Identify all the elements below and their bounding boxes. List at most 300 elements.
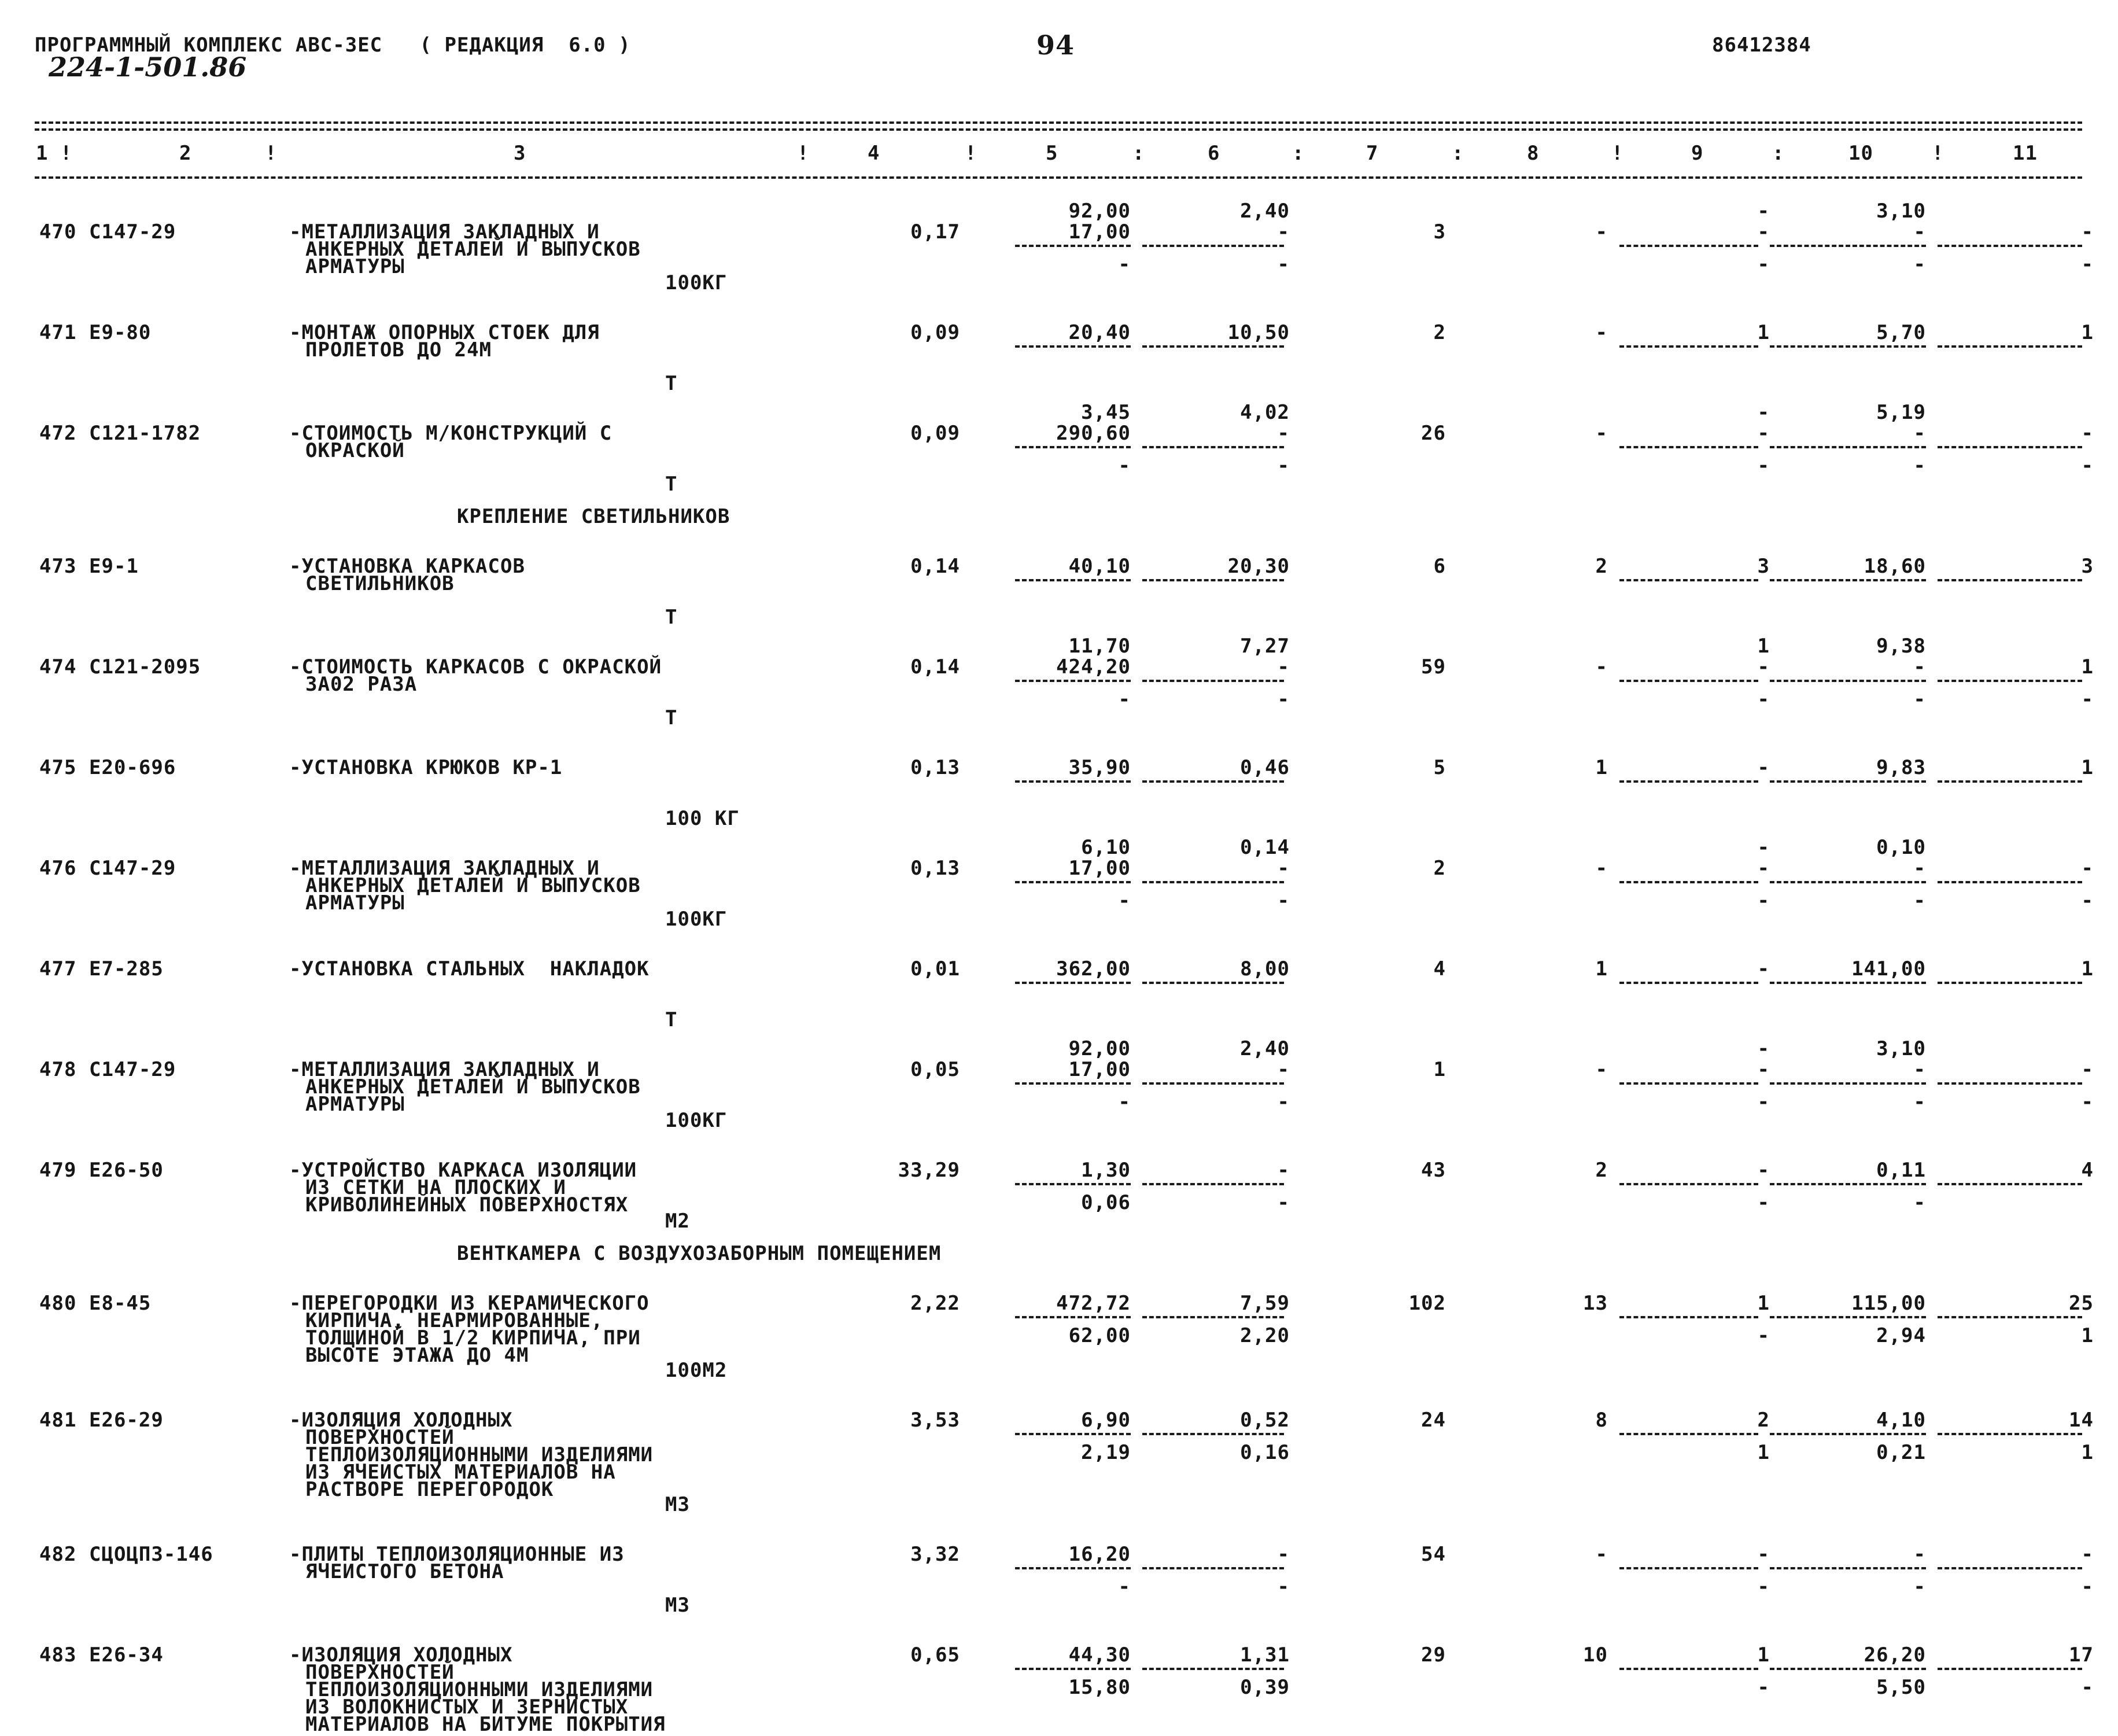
cell-separator xyxy=(1619,1668,1758,1670)
work-description: МАТЕРИАЛОВ НА БИТУМЕ ПОКРЫТИЯ xyxy=(305,1713,666,1736)
unit-of-measure: 100КГ xyxy=(665,908,728,931)
rate-code: С147-29 xyxy=(89,1058,176,1081)
col9-upper-value: - xyxy=(1757,1037,1770,1060)
col5-main-value: 20,40 xyxy=(1068,321,1131,344)
col7-value: 3 xyxy=(1433,220,1446,244)
work-description: СВЕТИЛЬНИКОВ xyxy=(305,572,455,595)
col10-lower-value: 0,21 xyxy=(1876,1441,1926,1464)
unit-of-measure: М2 xyxy=(665,1210,690,1233)
unit-of-measure: Т xyxy=(665,372,678,395)
cell-separator xyxy=(1938,1433,2082,1435)
cell-separator xyxy=(1015,1183,1131,1185)
quantity-value: 2,22 xyxy=(910,1292,960,1315)
unit-of-measure: 100КГ xyxy=(665,271,728,294)
col10-upper-value: 3,10 xyxy=(1876,1037,1926,1060)
quantity-value: 0,13 xyxy=(910,756,960,779)
work-description: АРМАТУРЫ xyxy=(305,255,405,278)
quantity-value: 0,01 xyxy=(910,957,960,981)
col9-main-value: - xyxy=(1757,1058,1770,1081)
col7-value: 29 xyxy=(1421,1643,1446,1667)
document-id: 86412384 xyxy=(1712,34,1811,57)
work-description: ПОВЕРХНОСТЕЙ xyxy=(305,1426,455,1449)
col7-value: 4 xyxy=(1433,957,1446,981)
rate-code: Е7-285 xyxy=(89,957,164,981)
row-number: 473 xyxy=(39,555,77,578)
col11-main-value: - xyxy=(2081,1058,2094,1081)
cell-separator xyxy=(1142,1433,1284,1435)
work-description: ВЫСОТЕ ЭТАЖА ДО 4М xyxy=(305,1344,529,1367)
work-description: АНКЕРНЫХ ДЕТАЛЕЙ И ВЫПУСКОВ xyxy=(305,874,641,897)
cell-separator xyxy=(1619,1567,1758,1569)
unit-of-measure: 100 КГ xyxy=(665,807,740,830)
work-description: -МЕТАЛЛИЗАЦИЯ ЗАКЛАДНЫХ И xyxy=(289,857,600,880)
col10-lower-value: - xyxy=(1913,253,1926,276)
col8-value: 8 xyxy=(1595,1409,1608,1432)
col5-main-value: 35,90 xyxy=(1068,756,1131,779)
col9-upper-value: 1 xyxy=(1757,635,1770,658)
work-description: -УСТРОЙСТВО КАРКАСА ИЗОЛЯЦИИ xyxy=(289,1159,637,1182)
column-header-6: 6 xyxy=(1208,142,1220,165)
col9-main-value: 2 xyxy=(1757,1409,1770,1432)
quantity-value: 0,13 xyxy=(910,857,960,880)
col8-value: - xyxy=(1595,1058,1608,1081)
row-number: 476 xyxy=(39,857,77,880)
col9-main-value: 1 xyxy=(1757,321,1770,344)
col11-main-value: 1 xyxy=(2081,957,2094,981)
cell-separator xyxy=(1619,345,1758,348)
work-description: -УСТАНОВКА КРЮКОВ КР-1 xyxy=(289,756,563,779)
col7-value: 102 xyxy=(1408,1292,1446,1315)
work-description: АРМАТУРЫ xyxy=(305,891,405,915)
col7-value: 5 xyxy=(1433,756,1446,779)
col9-lower-value: - xyxy=(1757,1324,1770,1347)
work-description: -СТОИМОСТЬ М/КОНСТРУКЦИЙ С xyxy=(289,422,612,445)
cell-separator xyxy=(1015,1433,1131,1435)
col11-lower-value: - xyxy=(2081,454,2094,477)
col10-main-value: - xyxy=(1913,1543,1926,1566)
work-description: -МОНТАЖ ОПОРНЫХ СТОЕК ДЛЯ xyxy=(289,321,600,344)
col11-lower-value: - xyxy=(2081,1676,2094,1699)
col10-main-value: - xyxy=(1913,857,1926,880)
cell-separator xyxy=(1619,1183,1758,1185)
cell-separator xyxy=(1938,446,2082,448)
work-description: ТЕПЛОИЗОЛЯЦИОННЫМИ ИЗДЕЛИЯМИ xyxy=(305,1443,654,1466)
cell-separator xyxy=(1938,245,2082,247)
quantity-value: 0,14 xyxy=(910,555,960,578)
col5-upper-value: 3,45 xyxy=(1081,401,1131,424)
col7-value: 59 xyxy=(1421,655,1446,679)
document-code: 224-1-501.86 xyxy=(49,51,247,83)
cell-separator xyxy=(1770,579,1926,581)
col11-lower-value: - xyxy=(2081,1575,2094,1598)
col5-main-value: 6,90 xyxy=(1081,1409,1131,1432)
work-description: -МЕТАЛЛИЗАЦИЯ ЗАКЛАДНЫХ И xyxy=(289,1058,600,1081)
unit-of-measure: Т xyxy=(665,706,678,729)
col9-main-value: - xyxy=(1757,756,1770,779)
rate-code: С147-29 xyxy=(89,220,176,244)
col9-lower-value: - xyxy=(1757,1575,1770,1598)
section-title: ВЕНТКАМЕРА С ВОЗДУХОЗАБОРНЫМ ПОМЕЩЕНИЕМ xyxy=(457,1242,942,1265)
col11-main-value: 1 xyxy=(2081,655,2094,679)
rate-code: Е9-80 xyxy=(89,321,152,344)
col9-lower-value: 1 xyxy=(1757,1441,1770,1464)
rate-code: Е26-34 xyxy=(89,1643,164,1667)
rate-code: СЦОЦП3-146 xyxy=(89,1543,213,1566)
quantity-value: 0,09 xyxy=(910,321,960,344)
cell-separator xyxy=(1770,780,1926,783)
cell-separator xyxy=(1938,1567,2082,1569)
col11-main-value: - xyxy=(2081,857,2094,880)
col8-value: 1 xyxy=(1595,756,1608,779)
col5-upper-value: 6,10 xyxy=(1081,836,1131,859)
col11-lower-value: 1 xyxy=(2081,1324,2094,1347)
col9-main-value: 1 xyxy=(1757,1643,1770,1667)
cell-separator xyxy=(1938,982,2082,984)
work-description: -СТОИМОСТЬ КАРКАСОВ С ОКРАСКОЙ xyxy=(289,655,662,679)
work-description: КИРПИЧА, НЕАРМИРОВАННЫЕ, xyxy=(305,1309,604,1332)
cell-separator xyxy=(1770,1316,1926,1318)
cell-separator xyxy=(1142,345,1284,348)
unit-of-measure: М3 xyxy=(665,1594,690,1617)
cell-separator xyxy=(1770,881,1926,883)
col6-main-value: 10,50 xyxy=(1227,321,1290,344)
cell-separator xyxy=(1015,1082,1131,1085)
column-divider: ! xyxy=(265,142,278,165)
cell-separator xyxy=(1142,446,1284,448)
col10-lower-value: - xyxy=(1913,454,1926,477)
cell-separator xyxy=(1938,1082,2082,1085)
col5-main-value: 17,00 xyxy=(1068,857,1131,880)
cell-separator xyxy=(1142,1316,1284,1318)
column-header-7: 7 xyxy=(1366,142,1379,165)
cell-separator xyxy=(1015,1668,1131,1670)
cell-separator xyxy=(1142,881,1284,883)
col9-main-value: - xyxy=(1757,655,1770,679)
cell-separator xyxy=(1142,245,1284,247)
col9-upper-value: - xyxy=(1757,836,1770,859)
row-number: 480 xyxy=(39,1292,77,1315)
col6-lower-value: 0,16 xyxy=(1240,1441,1290,1464)
col10-main-value: 9,83 xyxy=(1876,756,1926,779)
cell-separator xyxy=(1619,982,1758,984)
quantity-value: 0,09 xyxy=(910,422,960,445)
row-number: 472 xyxy=(39,422,77,445)
row-number: 477 xyxy=(39,957,77,981)
col7-value: 2 xyxy=(1433,321,1446,344)
col7-value: 26 xyxy=(1421,422,1446,445)
col8-value: - xyxy=(1595,1543,1608,1566)
col6-upper-value: 2,40 xyxy=(1240,1037,1290,1060)
col10-lower-value: 5,50 xyxy=(1876,1676,1926,1699)
cell-separator xyxy=(1142,1567,1284,1569)
col9-upper-value: - xyxy=(1757,200,1770,223)
col5-upper-value: 92,00 xyxy=(1068,1037,1131,1060)
row-number: 478 xyxy=(39,1058,77,1081)
col6-main-value: - xyxy=(1277,422,1290,445)
column-header-5: 5 xyxy=(1046,142,1058,165)
col5-main-value: 362,00 xyxy=(1056,957,1131,981)
col6-main-value: - xyxy=(1277,857,1290,880)
col10-main-value: 26,20 xyxy=(1864,1643,1926,1667)
col6-lower-value: - xyxy=(1277,454,1290,477)
col6-main-value: 8,00 xyxy=(1240,957,1290,981)
column-divider: : xyxy=(1292,142,1305,165)
work-description: ИЗ СЕТКИ НА ПЛОСКИХ И xyxy=(305,1176,566,1199)
col7-value: 54 xyxy=(1421,1543,1446,1566)
col9-lower-value: - xyxy=(1757,454,1770,477)
rate-code: Е8-45 xyxy=(89,1292,152,1315)
cell-separator xyxy=(1015,881,1131,883)
unit-of-measure: Т xyxy=(665,473,678,496)
col5-main-value: 472,72 xyxy=(1056,1292,1131,1315)
cell-separator xyxy=(1015,780,1131,783)
row-number: 482 xyxy=(39,1543,77,1566)
col10-main-value: - xyxy=(1913,655,1926,679)
column-header-3: 3 xyxy=(514,142,526,165)
col5-lower-value: - xyxy=(1118,889,1131,912)
col11-main-value: - xyxy=(2081,1543,2094,1566)
cell-separator xyxy=(1015,579,1131,581)
col11-main-value: - xyxy=(2081,422,2094,445)
column-header-4: 4 xyxy=(868,142,880,165)
col6-lower-value: 2,20 xyxy=(1240,1324,1290,1347)
program-header: ПРОГРАММНЫЙ КОМПЛЕКС АВС-3ЕС ( РЕДАКЦИЯ 6.0 ) xyxy=(35,34,631,57)
col6-upper-value: 4,02 xyxy=(1240,401,1290,424)
cell-separator xyxy=(1770,1183,1926,1185)
unit-of-measure: 100КГ xyxy=(665,1109,728,1132)
col6-main-value: 0,46 xyxy=(1240,756,1290,779)
col7-value: 1 xyxy=(1433,1058,1446,1081)
cell-separator xyxy=(1619,446,1758,448)
column-divider: : xyxy=(1772,142,1785,165)
col10-lower-value: - xyxy=(1913,1090,1926,1114)
work-description: ИЗ ВОЛОКНИСТЫХ И ЗЕРНИСТЫХ xyxy=(305,1696,629,1719)
work-description: ТЕПЛОИЗОЛЯЦИОННЫМИ ИЗДЕЛИЯМИ xyxy=(305,1678,654,1701)
cell-separator xyxy=(1619,680,1758,682)
quantity-value: 0,17 xyxy=(910,220,960,244)
cell-separator xyxy=(1938,1316,2082,1318)
work-description: РАСТВОРЕ ПЕРЕГОРОДОК xyxy=(305,1478,554,1501)
cell-separator xyxy=(1142,1082,1284,1085)
row-number: 470 xyxy=(39,220,77,244)
row-number: 471 xyxy=(39,321,77,344)
work-description: -МЕТАЛЛИЗАЦИЯ ЗАКЛАДНЫХ И xyxy=(289,220,600,244)
rate-code: Е26-50 xyxy=(89,1159,164,1182)
col5-main-value: 17,00 xyxy=(1068,220,1131,244)
col6-lower-value: - xyxy=(1277,688,1290,711)
col5-lower-value: - xyxy=(1118,688,1131,711)
quantity-value: 33,29 xyxy=(898,1159,960,1182)
cell-separator xyxy=(1938,1183,2082,1185)
cell-separator xyxy=(1770,680,1926,682)
col10-upper-value: 9,38 xyxy=(1876,635,1926,658)
cell-separator xyxy=(1770,245,1926,247)
cell-separator xyxy=(1015,446,1131,448)
col9-main-value: - xyxy=(1757,857,1770,880)
col9-lower-value: - xyxy=(1757,1090,1770,1114)
work-description: -ИЗОЛЯЦИЯ ХОЛОДНЫХ xyxy=(289,1409,513,1432)
cell-separator xyxy=(1938,680,2082,682)
col5-main-value: 1,30 xyxy=(1081,1159,1131,1182)
col11-lower-value: 1 xyxy=(2081,1441,2094,1464)
quantity-value: 3,53 xyxy=(910,1409,960,1432)
cell-separator xyxy=(1015,1567,1131,1569)
col10-lower-value: 2,94 xyxy=(1876,1324,1926,1347)
cell-separator xyxy=(1770,345,1926,348)
col9-main-value: 3 xyxy=(1757,555,1770,578)
work-description: -УСТАНОВКА СТАЛЬНЫХ НАКЛАДОК xyxy=(289,957,650,981)
cell-separator xyxy=(1142,1183,1284,1185)
page-number: 94 xyxy=(1036,30,1075,61)
cell-separator xyxy=(1938,780,2082,783)
col6-main-value: 20,30 xyxy=(1227,555,1290,578)
cell-separator xyxy=(1619,780,1758,783)
col5-main-value: 40,10 xyxy=(1068,555,1131,578)
col10-main-value: - xyxy=(1913,1058,1926,1081)
table-top-rule-2 xyxy=(35,128,2082,131)
cell-separator xyxy=(1619,881,1758,883)
cell-separator xyxy=(1142,680,1284,682)
col5-lower-value: - xyxy=(1118,1090,1131,1114)
col7-value: 2 xyxy=(1433,857,1446,880)
col8-value: - xyxy=(1595,321,1608,344)
col8-value: - xyxy=(1595,422,1608,445)
column-header-1: 1 xyxy=(36,142,49,165)
col9-main-value: - xyxy=(1757,1159,1770,1182)
col6-main-value: - xyxy=(1277,1058,1290,1081)
col8-value: 2 xyxy=(1595,555,1608,578)
col7-value: 6 xyxy=(1433,555,1446,578)
quantity-value: 3,32 xyxy=(910,1543,960,1566)
cell-separator xyxy=(1142,1668,1284,1670)
work-description: -ПЛИТЫ ТЕПЛОИЗОЛЯЦИОННЫЕ ИЗ xyxy=(289,1543,625,1566)
work-description: ЯЧЕИСТОГО БЕТОНА xyxy=(305,1560,504,1583)
col11-lower-value: - xyxy=(2081,688,2094,711)
cell-separator xyxy=(1938,881,2082,883)
row-number: 481 xyxy=(39,1409,77,1432)
col11-lower-value: - xyxy=(2081,1090,2094,1114)
col5-upper-value: 92,00 xyxy=(1068,200,1131,223)
column-header-11: 11 xyxy=(2013,142,2038,165)
work-description: -ПЕРЕГОРОДКИ ИЗ КЕРАМИЧЕСКОГО xyxy=(289,1292,650,1315)
col9-main-value: 1 xyxy=(1757,1292,1770,1315)
col10-main-value: 4,10 xyxy=(1876,1409,1926,1432)
col5-lower-value: 0,06 xyxy=(1081,1191,1131,1214)
cell-separator xyxy=(1770,1082,1926,1085)
col11-main-value: 4 xyxy=(2081,1159,2094,1182)
work-description: ЗА02 РАЗА xyxy=(305,673,418,696)
col8-value: 10 xyxy=(1583,1643,1608,1667)
col7-value: 43 xyxy=(1421,1159,1446,1182)
work-description: ОКРАСКОЙ xyxy=(305,439,405,462)
column-divider: ! xyxy=(1611,142,1624,165)
col11-main-value: - xyxy=(2081,220,2094,244)
cell-separator xyxy=(1619,245,1758,247)
col6-main-value: - xyxy=(1277,655,1290,679)
cell-separator xyxy=(1619,579,1758,581)
quantity-value: 0,05 xyxy=(910,1058,960,1081)
col6-lower-value: - xyxy=(1277,1191,1290,1214)
column-divider: : xyxy=(1452,142,1464,165)
col11-main-value: 1 xyxy=(2081,321,2094,344)
col10-main-value: - xyxy=(1913,422,1926,445)
col5-lower-value: - xyxy=(1118,454,1131,477)
cell-separator xyxy=(1142,780,1284,783)
col10-main-value: - xyxy=(1913,220,1926,244)
col6-lower-value: - xyxy=(1277,889,1290,912)
column-divider: ! xyxy=(797,142,810,165)
cell-separator xyxy=(1015,245,1131,247)
col6-lower-value: - xyxy=(1277,253,1290,276)
col5-lower-value: - xyxy=(1118,1575,1131,1598)
cell-separator xyxy=(1770,1567,1926,1569)
col5-main-value: 17,00 xyxy=(1068,1058,1131,1081)
cell-separator xyxy=(1770,446,1926,448)
col6-upper-value: 7,27 xyxy=(1240,635,1290,658)
col10-main-value: 0,11 xyxy=(1876,1159,1926,1182)
col5-main-value: 290,60 xyxy=(1056,422,1131,445)
col6-upper-value: 0,14 xyxy=(1240,836,1290,859)
col10-lower-value: - xyxy=(1913,889,1926,912)
col5-main-value: 16,20 xyxy=(1068,1543,1131,1566)
col8-value: - xyxy=(1595,857,1608,880)
col5-upper-value: 11,70 xyxy=(1068,635,1131,658)
rate-code: С121-1782 xyxy=(89,422,201,445)
cell-separator xyxy=(1015,1316,1131,1318)
quantity-value: 0,14 xyxy=(910,655,960,679)
cell-separator xyxy=(1938,579,2082,581)
col9-lower-value: - xyxy=(1757,1676,1770,1699)
work-description: ИЗ ЯЧЕИСТЫХ МАТЕРИАЛОВ НА xyxy=(305,1461,616,1484)
col9-main-value: - xyxy=(1757,220,1770,244)
col11-main-value: 1 xyxy=(2081,756,2094,779)
unit-of-measure: Т xyxy=(665,1008,678,1031)
col10-main-value: 5,70 xyxy=(1876,321,1926,344)
column-header-9: 9 xyxy=(1691,142,1704,165)
col5-lower-value: - xyxy=(1118,253,1131,276)
col5-lower-value: 15,80 xyxy=(1068,1676,1131,1699)
col5-lower-value: 2,19 xyxy=(1081,1441,1131,1464)
row-number: 475 xyxy=(39,756,77,779)
column-divider: ! xyxy=(1932,142,1944,165)
col8-value: - xyxy=(1595,220,1608,244)
column-divider: ! xyxy=(60,142,73,165)
cell-separator xyxy=(1770,982,1926,984)
column-header-10: 10 xyxy=(1848,142,1873,165)
col7-value: 24 xyxy=(1421,1409,1446,1432)
work-description: ПРОЛЕТОВ ДО 24М xyxy=(305,338,492,362)
col10-lower-value: - xyxy=(1913,1191,1926,1214)
col9-lower-value: - xyxy=(1757,1191,1770,1214)
col9-lower-value: - xyxy=(1757,889,1770,912)
col8-value: 1 xyxy=(1595,957,1608,981)
col11-lower-value: - xyxy=(2081,889,2094,912)
col6-lower-value: - xyxy=(1277,1575,1290,1598)
col11-lower-value: - xyxy=(2081,253,2094,276)
col10-lower-value: - xyxy=(1913,1575,1926,1598)
work-description: АНКЕРНЫХ ДЕТАЛЕЙ И ВЫПУСКОВ xyxy=(305,1075,641,1099)
col10-main-value: 141,00 xyxy=(1851,957,1926,981)
cell-separator xyxy=(1142,579,1284,581)
unit-of-measure: М3 xyxy=(665,1493,690,1516)
row-number: 474 xyxy=(39,655,77,679)
work-description: -УСТАНОВКА КАРКАСОВ xyxy=(289,555,525,578)
work-description: АНКЕРНЫХ ДЕТАЛЕЙ И ВЫПУСКОВ xyxy=(305,238,641,261)
column-divider: : xyxy=(1132,142,1145,165)
quantity-value: 0,65 xyxy=(910,1643,960,1667)
cell-separator xyxy=(1142,982,1284,984)
work-description: -ИЗОЛЯЦИЯ ХОЛОДНЫХ xyxy=(289,1643,513,1667)
